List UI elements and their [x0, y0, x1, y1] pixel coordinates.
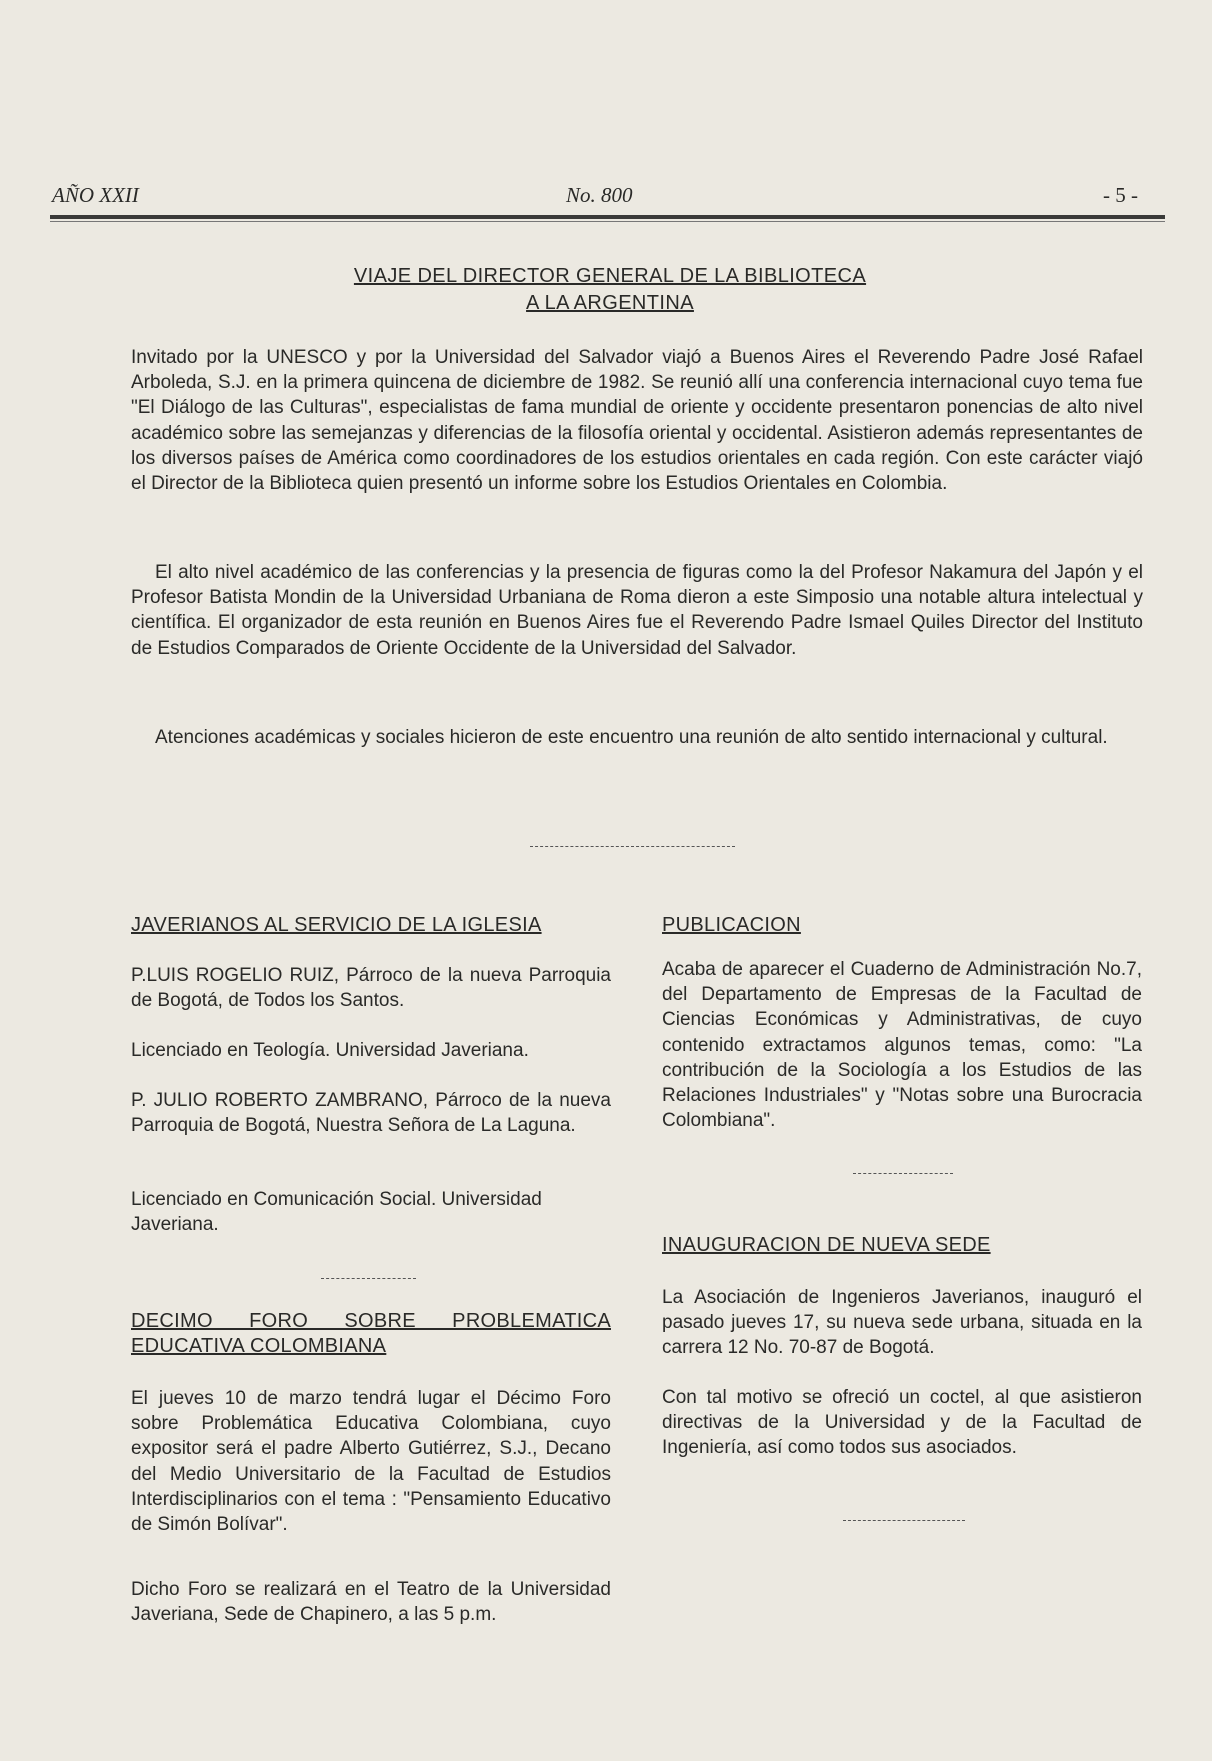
javerianos-paragraph: P. JULIO ROBERTO ZAMBRANO, Párroco de la nueva Parroquia de Bogotá, Nuestra Señora de La Laguna. — [131, 1090, 611, 1137]
article-paragraph: Atenciones académicas y sociales hicieron de este encuentro una reunión de alto sentido internacional y cultural. — [155, 727, 1108, 748]
article-paragraph: El alto nivel académico de las conferencias y la presencia de figuras como la del Profesor Nakamura del Japón y el Profesor Batista Mondin de la Universidad Urbaniana de Roma dieron a este Simposio una notable altura intelectual y científica. El organizador de esta reunión en Buenos Aires fue el Reverendo Padre Ismael Quiles Director del Instituto de Estudios Comparados de Oriente Occidente de la Universidad del Salvador. — [131, 562, 1143, 659]
javerianos-paragraph: P.LUIS ROGELIO RUIZ, Párroco de la nueva Parroquia de Bogotá, de Todos los Santos. — [131, 965, 611, 1012]
foro-paragraph: Dicho Foro se realizará en el Teatro de la Universidad Javeriana, Sede de Chapinero, a las 5 p.m. — [131, 1579, 611, 1626]
javerianos-paragraph: Licenciado en Teología. Universidad Javeriana. — [131, 1040, 529, 1061]
header-rule — [50, 215, 1165, 219]
header-page-number: - 5 - — [1103, 183, 1138, 207]
foro-paragraph: El jueves 10 de marzo tendrá lugar el Décimo Foro sobre Problemática Educativa Colombiana, cuyo expositor será el padre Alberto Gutiérrez, S.J., Decano del Medio Universitario de la Facultad de Estudios Interdisciplinarios con el tema : "Pensamiento Educativo de Simón Bolívar". — [131, 1388, 611, 1536]
header-year: AÑO XXII — [52, 183, 139, 207]
separator — [843, 1520, 965, 1521]
section-title-javerianos: JAVERIANOS AL SERVICIO DE LA IGLESIA — [131, 914, 542, 936]
separator — [321, 1278, 416, 1279]
inauguracion-paragraph: Con tal motivo se ofreció un coctel, al que asistieron directivas de la Universidad y de la Facultad de Ingeniería, así como todos sus asociados. — [662, 1387, 1142, 1459]
separator — [530, 846, 735, 847]
article-title-line-2: A LA ARGENTINA — [526, 292, 694, 314]
separator — [853, 1173, 953, 1174]
article-title-line-1: VIAJE DEL DIRECTOR GENERAL DE LA BIBLIOTECA — [353, 265, 867, 287]
inauguracion-paragraph: La Asociación de Ingenieros Javerianos, inauguró el pasado jueves 17, su nueva sede urbana, situada en la carrera 12 No. 70-87 de Bogotá. — [662, 1287, 1142, 1359]
section-title-foro: DECIMO FORO SOBRE PROBLEMATICA EDUCATIVA COLOMBIANA — [131, 1310, 611, 1357]
publicacion-paragraph: Acaba de aparecer el Cuaderno de Administración No.7, del Departamento de Empresas de la Facultad de Ciencias Económicas y Administrativas, de cuyo contenido extractamos algunos temas, como: "La contribución de la Sociología a los Estudios de las Relaciones Industriales" y "Notas sobre una Burocracia Colombiana". — [662, 959, 1142, 1132]
article-paragraph: Invitado por la UNESCO y por la Universidad del Salvador viajó a Buenos Aires el Reverendo Padre José Rafael Arboleda, S.J. en la primera quincena de diciembre de 1982. Se reunió allí una conferencia internacional cuyo tema fue "El Diálogo de las Culturas", especialistas de fama mundial de oriente y occidente presentaron ponencias de alto nivel académico sobre las semejanzas y diferencias de la filosofía oriental y occidental. Asistieron además representantes de los diversos países de América como coordinadores de los estudios orientales en cada región. Con este carácter viajó el Director de la Biblioteca quien presentó un informe sobre los Estudios Orientales en Colombia. — [131, 347, 1143, 495]
header-issue: No. 800 — [566, 183, 633, 207]
javerianos-paragraph: Licenciado en Comunicación Social. Universidad Javeriana. — [131, 1189, 542, 1236]
section-title-publicacion: PUBLICACION — [662, 914, 801, 936]
section-title-inauguracion: INAUGURACION DE NUEVA SEDE — [662, 1234, 991, 1256]
header-rule-thin — [50, 221, 1165, 222]
